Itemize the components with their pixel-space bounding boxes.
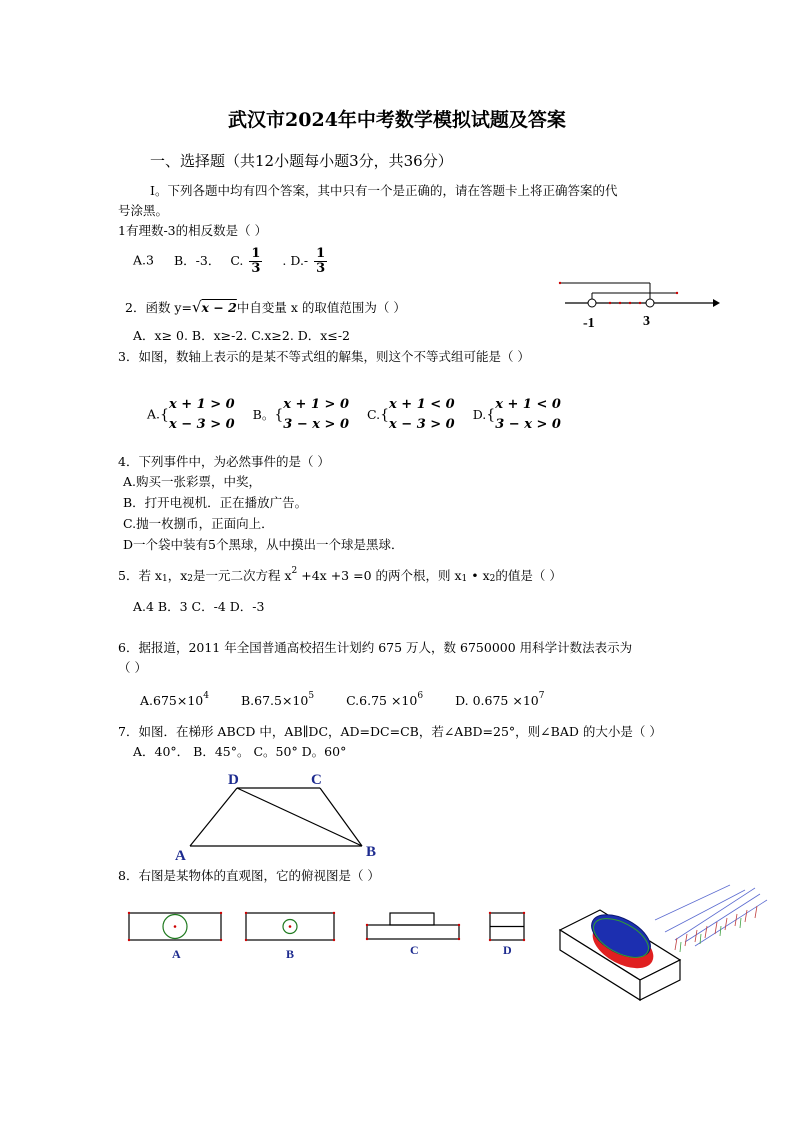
vertex-label-c: C bbox=[311, 772, 322, 788]
q3-option-d-label: D. bbox=[472, 406, 487, 422]
q6-paren: （ ） bbox=[118, 660, 147, 675]
page-title: 武汉市2024年中考数学模拟试题及答案 bbox=[228, 109, 566, 131]
q4-option-b: B．打开电视机．正在播放广告。 bbox=[123, 495, 308, 510]
view-label-a: A bbox=[172, 947, 181, 961]
instruction-line-2: 号涂黑。 bbox=[118, 203, 169, 218]
solid-object-figure bbox=[555, 880, 770, 1005]
q7-stem: 7．如图．在梯形 ABCD 中，AB∥DC，AD=DC=CB，若∠ABD=25°，则∠BAD 的大小是（ ） bbox=[118, 724, 662, 739]
q3-option-a-label: A. bbox=[147, 406, 161, 422]
axis-arrow-icon bbox=[713, 299, 720, 307]
q1-option-b: B．-3． bbox=[173, 252, 221, 268]
q3-options: A.{x + 1 > 0 x − 3 > 0 B。{x + 1 > 0 3 − x > 0 C.{x + 1 < 0 x − 3 > 0 D.{x + 1 < 0 3 − x > 0 bbox=[147, 395, 561, 435]
q6-option-c: C.6.75 ×10 bbox=[346, 693, 418, 708]
q1-options bbox=[133, 247, 329, 275]
trapezoid-figure bbox=[170, 768, 385, 863]
q3-option-b-label: B。 bbox=[252, 406, 275, 422]
q6-option-d: D. 0.675 ×10 bbox=[455, 693, 539, 708]
q1-fraction-c: $\frac{1}{3}$ bbox=[251, 246, 261, 276]
view-d-figure bbox=[487, 908, 532, 963]
open-circle-left bbox=[588, 299, 596, 307]
q4-option-a: A.购买一张彩票，中奖， bbox=[123, 474, 262, 489]
view-label-c: C bbox=[410, 943, 419, 957]
q3-system-b: x + 1 > 0 3 − x > 0 bbox=[283, 397, 349, 433]
q1-option-d: . D.- bbox=[282, 252, 309, 268]
view-c-top-block bbox=[390, 913, 434, 925]
q3-stem: 3．如图，数轴上表示的是某不等式组的解集，则这个不等式组可能是（ ） bbox=[118, 349, 530, 364]
motion-streaks bbox=[655, 885, 767, 946]
numberline-label-left: -1 bbox=[583, 316, 595, 331]
q1-fraction-d: $\frac{1}{3}$ bbox=[316, 246, 326, 276]
vertex-label-d: D bbox=[228, 772, 239, 788]
view-label-b: B bbox=[286, 947, 295, 961]
q1-option-c: C. bbox=[230, 252, 244, 268]
q6-option-a: A.675×10 bbox=[140, 693, 204, 708]
instruction-line-1: I。下列各题中均有四个答案，其中只有一个是正确的，请在答题卡上将正确答案的代 bbox=[150, 183, 618, 198]
view-b-figure bbox=[243, 908, 338, 963]
vertex-label-b: B bbox=[366, 844, 377, 860]
view-c-figure bbox=[364, 908, 464, 963]
q3-system-a: x + 1 > 0 x − 3 > 0 bbox=[168, 397, 235, 433]
q5-options: A.4 B．3 C．-4 D．-3 bbox=[133, 599, 265, 614]
view-c-base bbox=[367, 925, 459, 939]
q2-sqrt-expression: x − 2 bbox=[201, 300, 237, 315]
edge-ad bbox=[190, 788, 237, 846]
q6-stem: 6．据报道，2011 年全国普通高校招生计划约 675 万人，数 6750000 用科学计数法表示为 bbox=[118, 640, 633, 655]
open-circle-right bbox=[646, 299, 654, 307]
q1-option-a: A.3 bbox=[133, 252, 154, 268]
q1-stem: 1有理数-3的相反数是（ ） bbox=[118, 223, 268, 238]
diagonal-db bbox=[237, 788, 362, 846]
q3-system-d: x + 1 < 0 3 − x > 0 bbox=[495, 397, 561, 433]
q4-option-c: C.抛一枚捌币，正面向上． bbox=[123, 516, 274, 531]
q6-option-b: B.67.5×10 bbox=[240, 693, 309, 708]
vertex-label-a: A bbox=[175, 848, 186, 863]
view-a-figure bbox=[125, 908, 225, 963]
q2-stem: 2．函数 y=√x − 2中自变量 x 的取值范围为（ ） bbox=[125, 298, 406, 316]
q6-options: $A.675\times 10^4$ $B.67.5\times 10^5$ $C.6.75 \times 10^6$ D. $0.675 \times 10^7$ bbox=[140, 691, 545, 708]
view-label-d: D bbox=[503, 943, 512, 957]
q8-stem: 8．右图是某物体的直观图，它的俯视图是（ ） bbox=[118, 868, 380, 883]
numberline-label-right: 3 bbox=[643, 314, 650, 329]
q2-options: A．x≥ 0. B．x≥-2. C.x≥2. D．x≤-2 bbox=[133, 328, 350, 343]
q3-system-c: x + 1 < 0 x − 3 > 0 bbox=[389, 397, 455, 433]
q7-options: A．40°． B．45°。 C。50° D。60° bbox=[133, 744, 347, 759]
q4-option-d: D一个袋中装有5个黑球，从中摸出一个球是黑球． bbox=[123, 537, 404, 552]
q5-stem: 5．若 x1，x2是一元二次方程 $x^2 +4x +3 =0$ 的两个根，则 x1 • x2的值是（ ） bbox=[118, 566, 562, 585]
section-heading: 一、选择题（共12小题每小题3分，共36分） bbox=[150, 152, 453, 170]
q3-option-c-label: C. bbox=[366, 406, 381, 422]
number-line-figure bbox=[555, 275, 720, 335]
edge-cb bbox=[320, 788, 362, 846]
q4-stem: 4．下列事件中，为必然事件的是（ ） bbox=[118, 454, 330, 469]
